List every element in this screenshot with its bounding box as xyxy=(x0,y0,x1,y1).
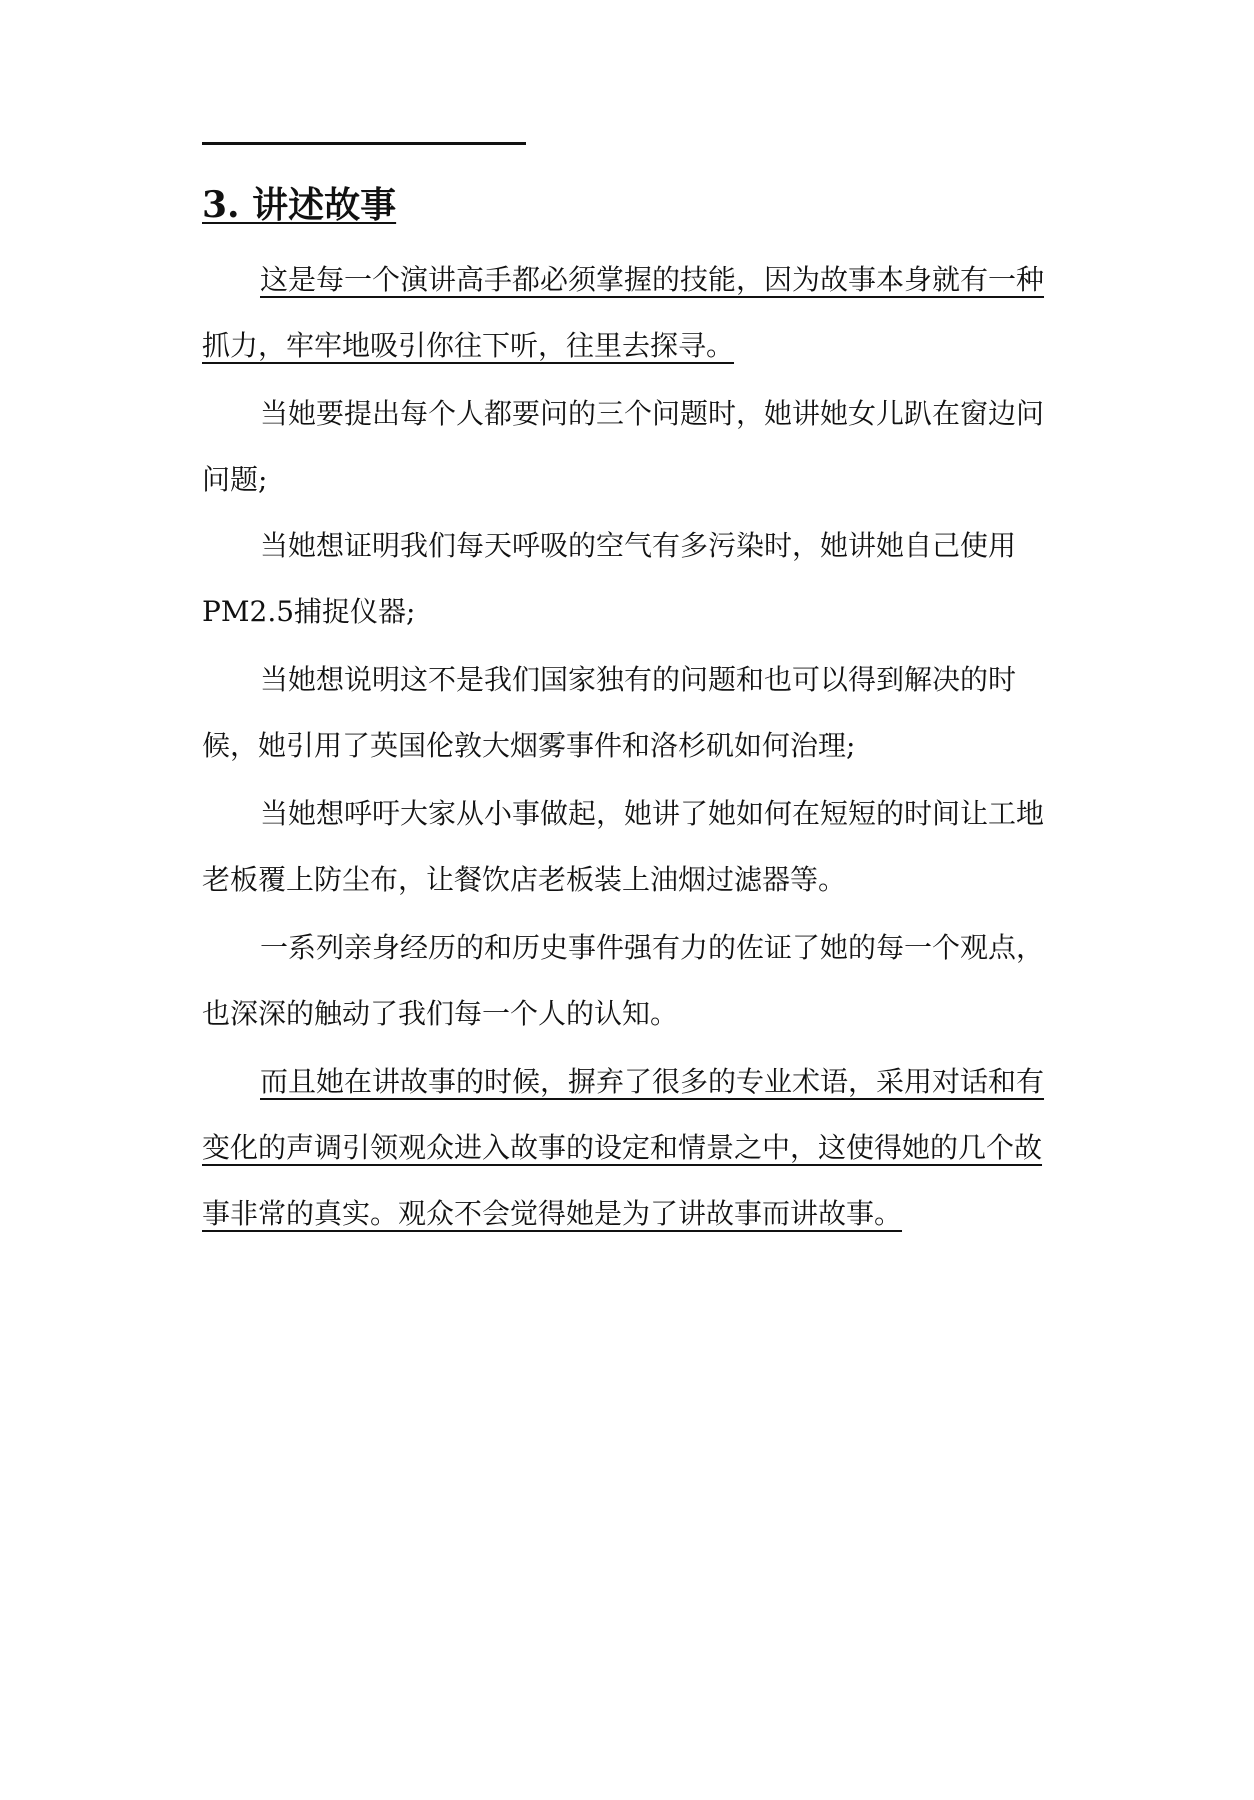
paragraph-7-line-2: 变化的声调引领观众进入故事的设定和情景之中，这使得她的几个故 xyxy=(202,1131,1043,1164)
paragraph-7-line-3: 事非常的真实。观众不会觉得她是为了讲故事而讲故事。 xyxy=(202,1197,903,1230)
paragraph-5-line-2: 老板覆上防尘布，让餐饮店老板装上油烟过滤器等。 xyxy=(202,863,847,896)
paragraph-2-line-2: 问题; xyxy=(202,463,268,496)
paragraph-6-line-1: 一系列亲身经历的和历史事件强有力的佐证了她的每一个观点， xyxy=(260,931,1045,964)
paragraph-5-line-1: 当她想呼吁大家从小事做起，她讲了她如何在短短的时间让工地 xyxy=(260,797,1045,830)
paragraph-2-line-1: 当她要提出每个人都要问的三个问题时，她讲她女儿趴在窗边问 xyxy=(260,397,1045,430)
paragraph-3-line-1: 当她想证明我们每天呼吸的空气有多污染时，她讲她自己使用 xyxy=(260,529,1017,562)
paragraph-3-line-2: PM2.5捕捉仪器; xyxy=(202,595,416,628)
paragraph-4-line-2: 候，她引用了英国伦敦大烟雾事件和洛杉矶如何治理; xyxy=(202,729,856,762)
section-heading: 3. 讲述故事 xyxy=(202,184,397,226)
paragraph-1-line-2: 抓力，牢牢地吸引你往下听，往里去探寻。 xyxy=(202,329,735,362)
paragraph-1-line-1: 这是每一个演讲高手都必须掌握的技能，因为故事本身就有一种 xyxy=(260,263,1045,296)
paragraph-7-line-1: 而且她在讲故事的时候，摒弃了很多的专业术语，采用对话和有 xyxy=(260,1065,1045,1098)
paragraph-4-line-1: 当她想说明这不是我们国家独有的问题和也可以得到解决的时 xyxy=(260,663,1017,696)
footnote-separator-rule xyxy=(202,142,526,145)
paragraph-6-line-2: 也深深的触动了我们每一个人的认知。 xyxy=(202,997,679,1030)
